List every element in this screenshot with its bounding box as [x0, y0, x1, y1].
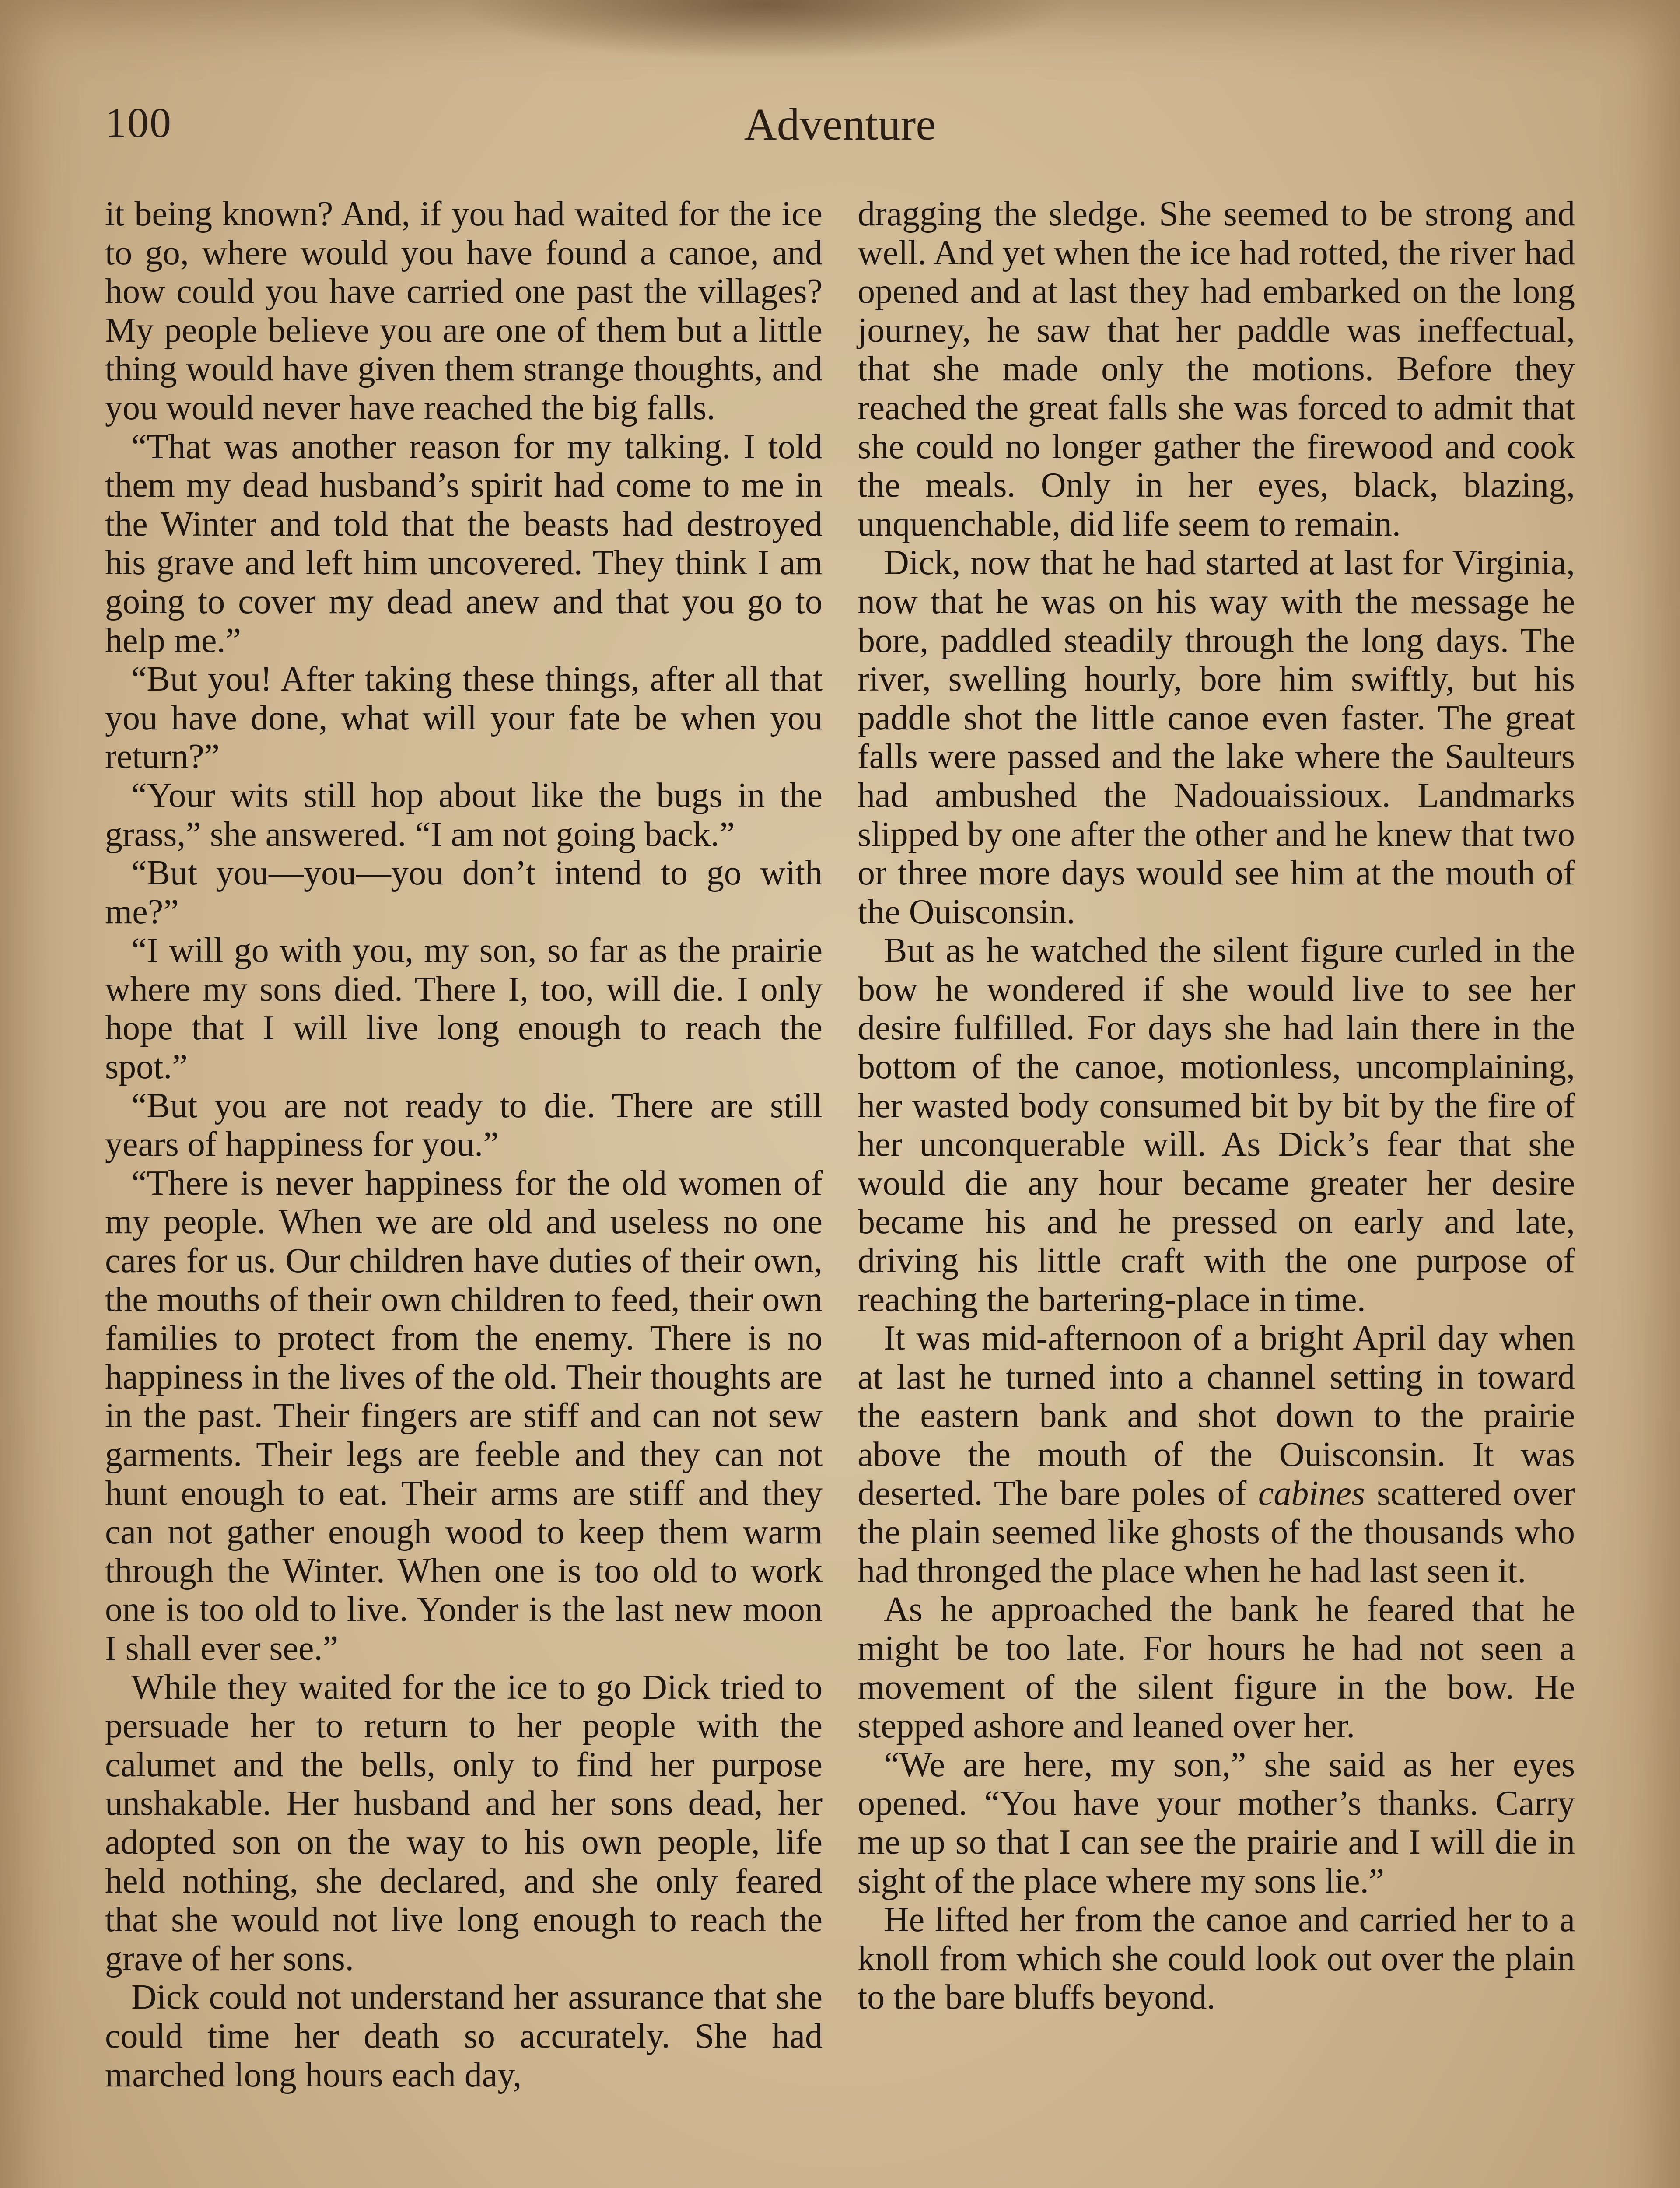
paragraph: While they waited for the ice to go Dick tried to persuade her to return to her people with the calumet and the bells, only to find her purpose unshakable. Her husband and her sons dead, her adopted son on the way to his own people, life held nothing, she declared, and she only feared that she would not live long enough to reach the grave of her sons. — [105, 1668, 822, 1978]
paragraph: it being known? And, if you had waited for the ice to go, where would you have found a canoe, and how could you have carried one past the villages? My people believe you are one of them but a little thing would have given them strange thoughts, and you would never have reached the big falls. — [105, 195, 822, 427]
paragraph: As he approached the bank he feared that he might be too late. For hours he had not seen a movement of the silent figure in the bow. He stepped ashore and leaned over her. — [858, 1590, 1575, 1746]
paragraph: “But you! After taking these things, after all that you have done, what will your fate be when you return?” — [105, 660, 822, 776]
page-number: 100 — [105, 99, 172, 147]
text-run: scattered over the plain seemed like ghosts of the thousands who had thronged the place when he had last seen it. — [858, 1474, 1575, 1590]
paragraph: dragging the sledge. She seemed to be strong and well. And yet when the ice had rotted, the river had opened and at last they had embarked on the long journey, he saw that her paddle was ineffectual, that she made only the motions. Before they reached the great falls she was forced to admit that she could no longer gather the firewood and cook the meals. Only in her eyes, black, blazing, unquenchable, did life seem to remain. — [858, 195, 1575, 543]
running-title: Adventure — [744, 99, 936, 150]
text-run: It was mid-afternoon of a bright April day when at last he turned into a channel setting in toward the eastern bank and shot down to the prairie above the mouth of the Ouisconsin. It was deserted. The bare poles of — [858, 1319, 1575, 1513]
page-header — [105, 98, 1575, 160]
paragraph: Dick could not understand her assurance that she could time her death so accurately. She had marched long hours each day, — [105, 1978, 822, 2094]
paragraph: “That was another reason for my talking. I told them my dead husband’s spirit had come to me in the Winter and told that the beasts had destroyed his grave and left him uncovered. They think I am going to cover my dead anew and that you go to help me.” — [105, 427, 822, 660]
italic-word: cabines — [1258, 1474, 1365, 1513]
paragraph: “But you are not ready to die. There are still years of happiness for you.” — [105, 1086, 822, 1164]
paragraph: But as he watched the silent figure curled in the bow he wondered if she would live to see her desire fulfilled. For days she had lain there in the bottom of the canoe, motionless, uncomplaining, her wasted body consumed bit by bit by the fire of her unconquerable will. As Dick’s fear that she would die any hour became greater her desire became his and he pressed on early and late, driving his little craft with the one purpose of reaching the bartering-place in time. — [858, 931, 1575, 1319]
paragraph: “There is never happiness for the old women of my people. When we are old and useless no one cares for us. Our children have duties of their own, the mouths of their own children to feed, their own families to protect from the enemy. There is no happiness in the lives of the old. Their thoughts are in the past. Their fingers are stiff and can not sew garments. Their legs are feeble and they can not hunt enough to eat. Their arms are stiff and they can not gather enough wood to keep them warm through the Winter. When one is too old to work one is too old to live. Yonder is the last new moon I shall ever see.” — [105, 1164, 822, 1668]
paragraph: “Your wits still hop about like the bugs in the grass,” she answered. “I am not going back.” — [105, 776, 822, 854]
paragraph: “I will go with you, my son, so far as the prairie where my sons died. There I, too, will die. I only hope that I will live long enough to reach the spot.” — [105, 931, 822, 1087]
paragraph — [858, 1319, 1575, 1590]
left-column — [105, 195, 822, 2094]
paragraph: He lifted her from the canoe and carried her to a knoll from which she could look out over the plain to the bare bluffs beyond. — [858, 1900, 1575, 2017]
paragraph: “We are here, my son,” she said as her eyes opened. “You have your mother’s thanks. Carry me up so that I can see the prairie and I will die in sight of the place where my sons lie.” — [858, 1745, 1575, 1900]
paragraph: Dick, now that he had started at last for Virginia, now that he was on his way with the message he bore, paddled steadily through the long days. The river, swelling hourly, bore him swiftly, but his paddle shot the little canoe even faster. The great falls were passed and the lake where the Saulteurs had ambushed the Nadouaissioux. Landmarks slipped by one after the other and he knew that two or three more days would see him at the mouth of the Ouisconsin. — [858, 543, 1575, 931]
paper-stain — [459, 0, 1072, 61]
paragraph: “But you—you—you don’t intend to go with me?” — [105, 854, 822, 931]
right-column — [858, 195, 1575, 2017]
